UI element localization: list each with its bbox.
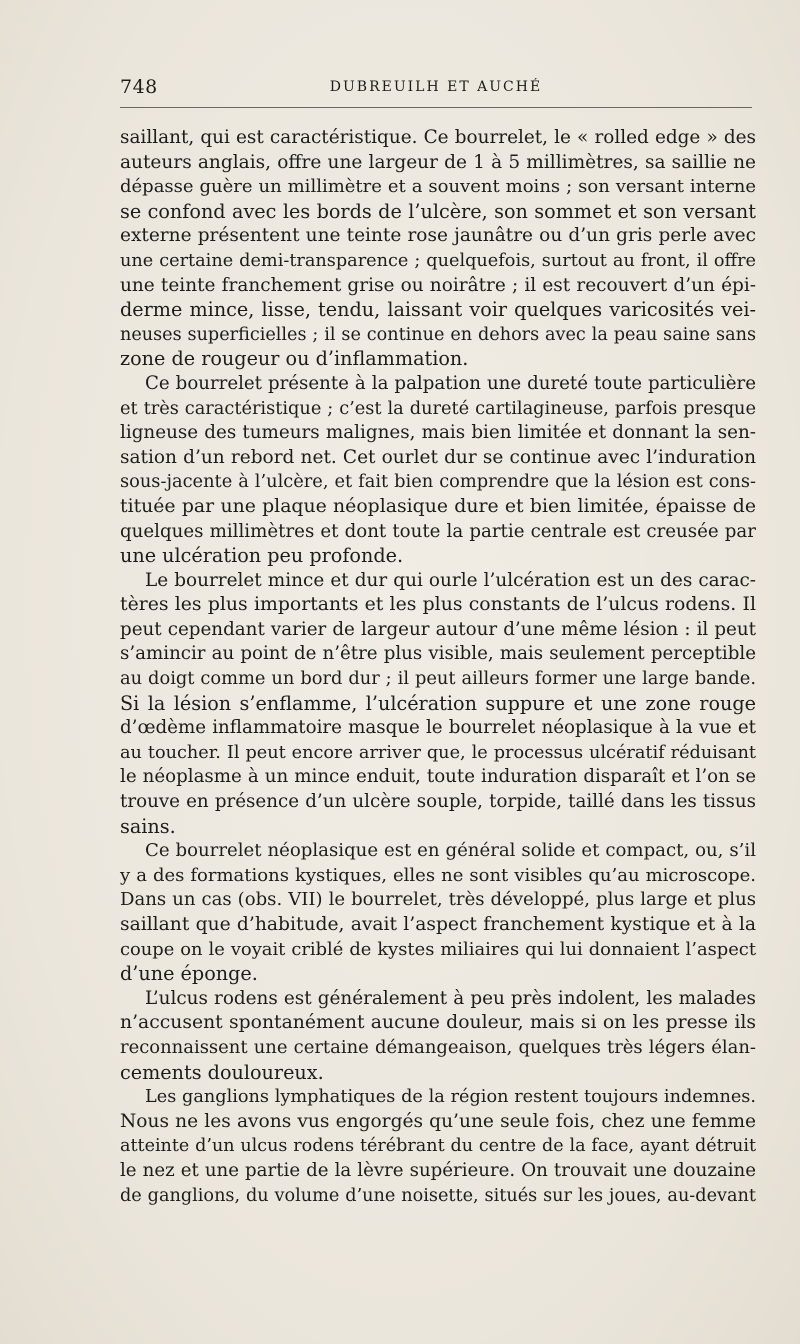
text-line: une certaine demi-transparence ; quelquefois, surtout au front, il offre xyxy=(120,250,756,271)
text-line: L’ulcus rodens est généralement à peu près indolent, les malades xyxy=(145,987,756,1009)
text-line: de ganglions, du volume d’une noisette, situés sur les joues, au-devant xyxy=(120,1185,756,1206)
text-line: se confond avec les bords de l’ulcère, son sommet et son versant xyxy=(120,199,756,223)
text-line: y a des formations kystiques, elles ne sont visibles qu’au microscope. xyxy=(120,864,756,886)
text-line: ligneuse des tumeurs malignes, mais bien limitée et donnant la sen- xyxy=(120,422,756,444)
text-line: une teinte franchement grise ou noirâtre ; il est recouvert d’un épi- xyxy=(120,274,756,296)
text-line: Ce bourrelet présente à la palpation une dureté toute particulière xyxy=(145,372,756,394)
text-line: s’amincir au point de n’être plus visible, mais seulement perceptible xyxy=(120,643,756,665)
text-line: Dans un cas (obs. VII) le bourrelet, très développé, plus large et plus xyxy=(120,889,756,911)
text-line: le néoplasme à un mince enduit, toute induration disparaît et l’on se xyxy=(120,766,756,788)
page-number: 748 xyxy=(120,76,158,98)
text-line: cements douloureux. xyxy=(120,1060,324,1084)
text-line: externe présentent une teinte rose jaunâtre ou d’un gris perle avec xyxy=(120,225,756,247)
text-line: au doigt comme un bord dur ; il peut ailleurs former une large bande. xyxy=(120,668,756,690)
text-line: au toucher. Il peut encore arriver que, le processus ulcératif réduisant xyxy=(120,742,756,763)
text-line: sation d’un rebord net. Cet ourlet dur se continue avec l’induration xyxy=(120,446,756,468)
text-line: Les ganglions lymphatiques de la région restent toujours indemnes. xyxy=(145,1087,756,1108)
text-line: d’une éponge. xyxy=(120,962,258,986)
text-line: Le bourrelet mince et dur qui ourle l’ulcération est un des carac- xyxy=(145,569,756,591)
text-line: sous-jacente à l’ulcère, et fait bien comprendre que la lésion est cons- xyxy=(120,471,756,493)
text-line: Nous ne les avons vus engorgés qu’une seule fois, chez une femme xyxy=(120,1110,756,1132)
running-head: DUBREUILH ET AUCHÉ xyxy=(329,79,543,95)
text-line: neuses superficielles ; il se continue en dehors avec la peau saine sans xyxy=(120,324,756,345)
text-line: le nez et une partie de la lèvre supérieure. On trouvait une douzaine xyxy=(120,1159,756,1181)
text-line: auteurs anglais, offre une largeur de 1 à 5 millimètres, sa saillie ne xyxy=(120,151,756,173)
text-line: Si la lésion s’enflamme, l’ulcération suppure et une zone rouge xyxy=(120,691,756,715)
text-line: zone de rougeur ou d’inflammation. xyxy=(120,347,469,371)
text-line: Ce bourrelet néoplasique est en général solide et compact, ou, s’il xyxy=(145,840,756,862)
text-line: n’accusent spontanément aucune douleur, mais si on les presse ils xyxy=(120,1012,756,1034)
text-line: tituée par une plaque néoplasique dure et bien limitée, épaisse de xyxy=(120,495,756,517)
text-line: sains. xyxy=(120,814,176,838)
text-line: derme mince, lisse, tendu, laissant voir quelques varicosités vei- xyxy=(120,298,756,322)
text-line: dépasse guère un millimètre et a souvent moins ; son versant interne xyxy=(120,176,756,198)
text-line: saillant que d’habitude, avait l’aspect franchement kystique et à la xyxy=(120,914,756,935)
text-line: saillant, qui est caractéristique. Ce bourrelet, le « rolled edge » des xyxy=(120,127,756,148)
page-header xyxy=(120,76,752,100)
text-line: coupe on le voyait criblé de kystes miliaires qui lui donnaient l’aspect xyxy=(120,938,756,960)
text-line: tères les plus importants et les plus constants de l’ulcus rodens. Il xyxy=(120,594,756,616)
text-line: reconnaissent une certaine démangeaison, quelques très légers élan- xyxy=(120,1036,756,1058)
text-line: une ulcération peu profonde. xyxy=(120,544,404,568)
text-line: et très caractéristique ; c’est la dureté cartilagineuse, parfois presque xyxy=(120,398,756,419)
text-line: quelques millimètres et dont toute la partie centrale est creusée par xyxy=(120,520,756,542)
header-rule xyxy=(120,107,752,108)
text-line: trouve en présence d’un ulcère souple, torpide, taillé dans les tissus xyxy=(120,791,756,813)
text-line: peut cependant varier de largeur autour d’une même lésion : il peut xyxy=(120,618,756,640)
body-text xyxy=(120,126,756,1208)
text-line: d’œdème inflammatoire masque le bourrelet néoplasique à la vue et xyxy=(120,717,756,739)
text-line: atteinte d’un ulcus rodens térébrant du centre de la face, ayant détruit xyxy=(120,1136,756,1157)
